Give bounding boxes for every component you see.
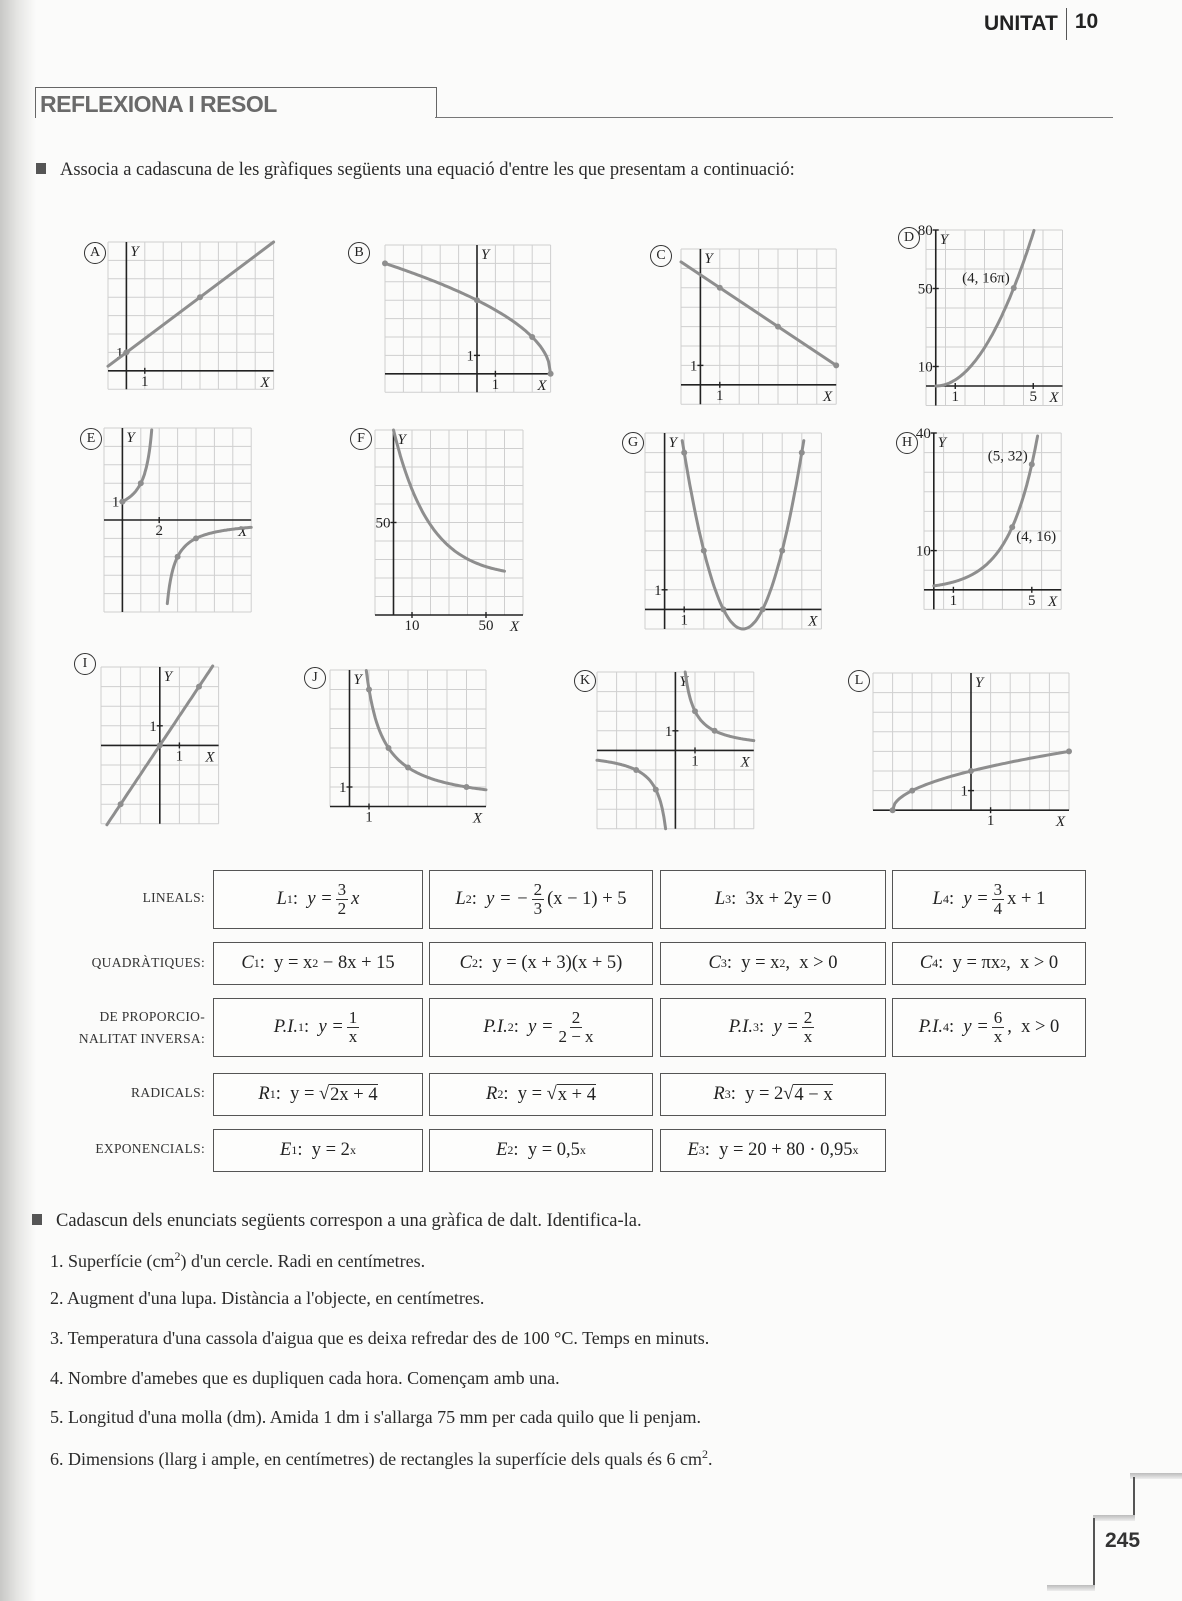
denominator: x — [348, 1027, 358, 1046]
eq-sub: 1 — [253, 956, 260, 970]
graph-H — [915, 426, 1061, 614]
y-tick-label: 80 — [917, 223, 933, 239]
eq-lhs: y = − — [486, 889, 529, 909]
marked-point — [909, 788, 915, 794]
marked-point — [123, 349, 129, 355]
marked-point — [760, 606, 766, 612]
denominator: 4 — [993, 899, 1003, 918]
eq-text: y = 0,5 — [527, 1140, 580, 1160]
x-axis-label: X — [1048, 593, 1058, 610]
denominator: x — [803, 1027, 813, 1046]
eq-sub: 3 — [725, 892, 732, 906]
numerator: 2 — [533, 880, 543, 900]
x-tick-label: 50 — [478, 618, 494, 634]
y-axis-label: Y — [353, 672, 362, 688]
marked-point — [1009, 524, 1015, 530]
x-tick-label: 1 — [691, 753, 699, 770]
eq-name: C — [459, 953, 472, 973]
unit-number: 10 — [1066, 8, 1098, 40]
marked-point — [1066, 748, 1072, 754]
row-label-quadratiques: QUADRÀTIQUES: — [91, 955, 205, 970]
item-text: 4. Nombre d'amebes que es dupliquen cada hora. Començam amb una. — [50, 1368, 560, 1388]
eq-text: y = (x + 3)(x + 5) — [492, 953, 623, 973]
radicand: 4 − x — [794, 1084, 833, 1105]
row-label-proporcionalitat — [55, 1006, 205, 1050]
eq-name: E — [280, 1140, 292, 1160]
y-tick-label: 1 — [689, 358, 698, 375]
eq-lhs: y = — [963, 889, 989, 909]
marked-point — [386, 745, 392, 751]
eq-name: L — [932, 889, 943, 909]
eq-rhs: (x − 1) + 5 — [547, 889, 627, 909]
y-tick-label: 10 — [915, 543, 931, 560]
graph-label-C: C — [650, 245, 672, 267]
bullet-icon — [32, 1214, 42, 1225]
eq-name: P.I. — [728, 1017, 754, 1037]
marked-point — [529, 334, 535, 340]
eq-sub: 1 — [286, 892, 293, 906]
graph-label-E: E — [80, 428, 102, 450]
x-axis-label: X — [1055, 814, 1065, 831]
equation-E1: E 1 : y = 2 x — [213, 1129, 423, 1172]
x-tick-label: 1 — [175, 748, 184, 765]
equation-C4: C 4 : y = πx 2 , x > 0 — [892, 942, 1086, 985]
eq-rhs: , x > 0 — [1007, 1017, 1060, 1037]
graph-E-svg — [104, 428, 251, 612]
y-axis-label: Y — [668, 435, 677, 451]
marked-point — [157, 742, 163, 748]
graph-G — [645, 433, 821, 634]
equation-C1: C 1 : y = x 2 − 8x + 15 — [213, 942, 423, 985]
graph-label-H: H — [896, 432, 918, 454]
x-axis-label: X — [1049, 390, 1059, 406]
eq-sub: 2 — [507, 1143, 514, 1157]
marked-point — [366, 687, 372, 693]
graph-B — [385, 245, 551, 397]
denominator: x — [993, 1027, 1003, 1046]
eq-exp: 2 — [779, 956, 786, 970]
denominator: 2 − x — [558, 1027, 594, 1046]
graph-F — [375, 430, 523, 635]
x-axis-label: X — [472, 810, 482, 827]
x-tick-label: 1 — [986, 813, 995, 830]
series-L — [893, 751, 1069, 810]
item-superscript: 2 — [701, 1447, 708, 1461]
eq-text: − 8x + 15 — [318, 953, 395, 973]
equation-L1: L 1 : y = $\frac{3}{2}$ x — [213, 870, 423, 929]
graph-I — [101, 667, 219, 829]
eq-name: P.I. — [918, 1017, 944, 1037]
marked-point — [193, 535, 199, 541]
y-tick-label: 1 — [111, 494, 120, 511]
y-axis-label: Y — [704, 251, 713, 267]
eq-sub: 3 — [724, 1087, 731, 1101]
graph-J — [330, 670, 486, 827]
page-corner-decoration — [1093, 1518, 1095, 1588]
equation-C2: C 2 : y = (x + 3)(x + 5) — [429, 942, 653, 985]
y-axis-label: Y — [163, 669, 173, 685]
equation-PI1: P.I. 1 : y = $\frac{1}{x}$ — [213, 998, 423, 1057]
point-annotation: (4, 16π) — [962, 270, 1010, 287]
eq-sub: 2 — [465, 892, 472, 906]
x-axis-label: X — [740, 754, 750, 771]
x-axis-label: X — [205, 749, 215, 766]
equation-E3: E 3 : y = 20 + 80 · 0,95 x — [660, 1129, 886, 1172]
x-axis-label: X — [260, 374, 270, 391]
marked-point — [196, 684, 202, 690]
eq-name: C — [919, 953, 933, 973]
eq-exp: x — [349, 1143, 356, 1157]
eq-sub: 2 — [507, 1020, 514, 1034]
eq-sub: 2 — [472, 956, 478, 970]
exercise1-text: Associa a cadascuna de les gràfiques següents una equació d'entre les que presentam a continuació: — [60, 160, 795, 180]
eq-sub: 3 — [753, 1020, 760, 1034]
eq-text: , x > 0 — [785, 953, 838, 973]
graph-D-svg — [917, 223, 1063, 406]
x-tick-label: 1 — [949, 592, 958, 609]
item-superscript: 2 — [174, 1249, 181, 1263]
eq-exp: x — [852, 1143, 859, 1157]
eq-name: R — [713, 1084, 725, 1104]
eq-name: C — [241, 953, 254, 973]
marked-point — [968, 768, 974, 774]
numerator: 3 — [337, 880, 347, 900]
item-text: 6. Dimensions (llarg i ample, en centímetres) de rectangles la superfície dels quals és 6 cm — [50, 1449, 702, 1469]
equation-PI2: P.I. 2 : y = $\frac{2}{2 - x}$ — [429, 998, 653, 1057]
numerator: 1 — [348, 1008, 358, 1028]
section-divider — [435, 117, 1113, 118]
eq-text: y = 2 — [311, 1140, 350, 1160]
fraction — [992, 1009, 1005, 1046]
row-label-proporcionalitat-line1: DE PROPORCIO- — [99, 1009, 205, 1024]
radicand: x + 4 — [557, 1084, 596, 1105]
item-text: ) d'un cercle. Radi en centímetres. — [180, 1251, 426, 1271]
y-axis-label: Y — [939, 232, 949, 248]
eq-name: R — [258, 1084, 270, 1104]
y-tick-label: 50 — [917, 281, 933, 298]
graph-label-G: G — [622, 432, 644, 454]
eq-name: L — [714, 889, 726, 909]
unit-word: UNITAT — [984, 12, 1058, 35]
marked-point — [175, 554, 181, 560]
x-tick-label: 10 — [404, 618, 420, 634]
eq-rhs: x — [351, 889, 360, 909]
exercise2-item — [50, 1249, 425, 1272]
graph-D — [917, 223, 1063, 411]
numerator: 6 — [993, 1008, 1003, 1028]
equation-L3: L 3 : 3x + 2y = 0 — [660, 870, 886, 929]
y-tick-label: 1 — [466, 348, 474, 365]
item-text: 5. Longitud d'una molla (dm). Amida 1 dm i s'allarga 75 mm per cada quilo que li penjam. — [50, 1407, 702, 1427]
exercise2-item — [50, 1447, 712, 1470]
y-tick-label: 1 — [654, 582, 662, 599]
exercise2-item — [50, 1288, 484, 1309]
marked-point — [717, 285, 723, 291]
exercise2-text: Cadascun dels enunciats següents correspon a una gràfica de dalt. Identifica-la. — [56, 1211, 642, 1231]
x-axis-label: X — [509, 619, 519, 635]
eq-name: R — [486, 1084, 498, 1104]
exercise2-item — [50, 1407, 701, 1428]
row-label-proporcionalitat-line2: NALITAT INVERSA: — [78, 1031, 205, 1046]
row-label-exponencials: EXPONENCIALS: — [95, 1141, 205, 1156]
radicand: 2x + 4 — [330, 1084, 378, 1105]
item-text: . — [707, 1449, 713, 1469]
graph-label-A: A — [84, 242, 106, 264]
equation-R3: R 3 : y = 2√ 4 − x — [660, 1073, 886, 1116]
marked-point — [119, 499, 125, 505]
marked-point — [405, 765, 411, 771]
x-tick-label: 2 — [155, 523, 163, 539]
marked-point — [548, 371, 554, 377]
eq-exp: 2 — [1000, 956, 1007, 970]
graph-K-svg — [597, 672, 754, 829]
denominator: 2 — [337, 899, 347, 918]
eq-lhs: y = √ — [517, 1084, 557, 1104]
y-axis-label: Y — [937, 435, 947, 451]
eq-sub: 2 — [497, 1087, 504, 1101]
eq-text: , x > 0 — [1006, 953, 1059, 973]
y-axis-label: Y — [679, 674, 688, 690]
eq-text: y = x — [741, 953, 780, 973]
equation-R1: R 1 : y = √ 2x + 4 — [213, 1073, 423, 1116]
eq-sub: 4 — [943, 1020, 950, 1034]
y-tick-label: 1 — [149, 718, 157, 735]
y-axis-label: Y — [397, 432, 406, 448]
series-J — [366, 671, 486, 790]
marked-point — [775, 324, 781, 330]
eq-lhs: y = — [318, 1017, 344, 1037]
y-axis-label: Y — [130, 244, 139, 260]
graph-A-svg — [108, 242, 274, 389]
graph-L — [873, 673, 1069, 831]
marked-point — [890, 807, 896, 813]
marked-point — [1011, 285, 1017, 291]
marked-point — [633, 767, 639, 773]
eq-lhs: y = — [963, 1017, 989, 1037]
graph-F-svg — [375, 430, 523, 635]
equation-R2: R 2 : y = √ x + 4 — [429, 1073, 653, 1116]
marked-point — [833, 362, 839, 368]
fraction — [992, 881, 1005, 918]
numerator: 3 — [993, 880, 1003, 900]
graph-G-svg — [645, 433, 821, 629]
eq-sub: 1 — [291, 1143, 298, 1157]
section-title: REFLEXIONA I RESOL — [40, 91, 277, 117]
graph-label-I: I — [74, 653, 96, 675]
eq-lhs: y = — [528, 1017, 554, 1037]
graph-C — [681, 249, 836, 409]
eq-name: C — [708, 953, 721, 973]
x-tick-label: 1 — [951, 389, 959, 405]
x-tick-label: 1 — [365, 809, 373, 826]
denominator: 3 — [533, 899, 543, 918]
x-tick-label: 1 — [141, 373, 149, 390]
eq-sub: 1 — [298, 1020, 305, 1034]
eq-exp: 2 — [312, 956, 319, 970]
x-tick-label: 5 — [1029, 389, 1037, 405]
exercise2-item — [50, 1368, 560, 1389]
x-tick-label: 1 — [680, 612, 688, 629]
page-corner-decoration — [1093, 1515, 1135, 1521]
fraction — [556, 1009, 595, 1046]
page-corner-decoration — [1133, 1477, 1135, 1517]
eq-rhs: x + 1 — [1007, 889, 1046, 909]
equation-C3: C 3 : y = x 2 , x > 0 — [660, 942, 886, 985]
eq-name: L — [276, 889, 287, 909]
row-label-radicals: RADICALS: — [131, 1085, 205, 1100]
fraction — [532, 881, 545, 918]
equation-E2: E 2 : y = 0,5 x — [429, 1129, 653, 1172]
numerator: 2 — [803, 1008, 813, 1028]
y-axis-label: Y — [126, 430, 135, 446]
graph-H-svg — [915, 426, 1061, 610]
exercise2-instruction — [32, 1211, 642, 1232]
page-corner-decoration — [1130, 1473, 1182, 1479]
graph-label-D: D — [898, 227, 920, 249]
graph-E — [104, 428, 251, 617]
marked-point — [118, 801, 124, 807]
marked-point — [712, 728, 718, 734]
y-tick-label: 50 — [375, 515, 391, 532]
y-tick-label: 1 — [115, 345, 124, 362]
marked-point — [681, 450, 687, 456]
graph-K — [597, 672, 754, 834]
exercise2-item — [50, 1328, 709, 1349]
marked-point — [138, 480, 144, 486]
numerator: 2 — [571, 1008, 581, 1028]
marked-point — [474, 297, 480, 303]
eq-text: y = 20 + 80 · 0,95 — [719, 1140, 853, 1160]
eq-lhs: y = — [307, 889, 333, 909]
unit-header — [984, 8, 1098, 40]
eq-sub: 3 — [698, 1143, 705, 1157]
equation-PI4: P.I. 4 : y = $\frac{6}{x}$ , x > 0 — [892, 998, 1086, 1057]
marked-point — [1029, 461, 1035, 467]
x-axis-label: X — [808, 613, 818, 630]
graph-label-K: K — [574, 670, 596, 692]
x-axis-label: X — [537, 377, 547, 394]
y-axis-label: Y — [975, 675, 984, 691]
graph-A — [108, 242, 274, 394]
y-tick-label: 1 — [664, 723, 673, 740]
eq-lhs: y = — [773, 1017, 799, 1037]
marked-point — [720, 606, 726, 612]
item-text: 2. Augment d'una lupa. Distància a l'objecte, en centímetres. — [50, 1288, 485, 1308]
fraction — [336, 881, 349, 918]
marked-point — [692, 708, 698, 714]
graph-label-B: B — [348, 242, 370, 264]
graph-label-J: J — [304, 667, 326, 689]
graph-B-svg — [385, 245, 551, 392]
equation-PI3: P.I. 3 : y = $\frac{2}{x}$ — [660, 998, 886, 1057]
eq-text: y = x — [274, 953, 313, 973]
marked-point — [382, 260, 388, 266]
x-tick-label: 5 — [1028, 592, 1036, 609]
y-tick-label: 40 — [915, 426, 931, 442]
marked-point — [464, 784, 470, 790]
y-tick-label: 10 — [917, 359, 933, 376]
marked-point — [197, 294, 203, 300]
y-axis-label: Y — [481, 247, 490, 263]
x-axis-label: X — [238, 524, 248, 540]
fraction — [347, 1009, 360, 1046]
graph-I-svg — [101, 667, 219, 824]
exercise1-instruction — [36, 160, 795, 181]
graph-label-L: L — [848, 670, 870, 692]
row-label-lineals: LINEALS: — [142, 890, 205, 905]
eq-sub: 4 — [932, 956, 939, 970]
page-number: 245 — [1105, 1529, 1141, 1552]
eq-sub: 3 — [720, 956, 727, 970]
equation-L2: L 2 : y = − $\frac{2}{3}$ (x − 1) + 5 — [429, 870, 653, 929]
graph-L-svg — [873, 673, 1069, 831]
graph-J-svg — [330, 670, 486, 827]
item-text: 1. Superfície (cm — [50, 1251, 175, 1271]
eq-lhs: y = √ — [290, 1084, 330, 1104]
equation-L4: L 4 : y = $\frac{3}{4}$ x + 1 — [892, 870, 1086, 929]
y-tick-label: 1 — [960, 783, 968, 800]
graph-label-F: F — [350, 428, 372, 450]
item-text: 3. Temperatura d'una cassola d'aigua que es deixa refredar des de 100 °C. Temps en minuts. — [50, 1328, 710, 1348]
eq-name: P.I. — [273, 1017, 299, 1037]
marked-point — [799, 450, 805, 456]
page-edge-shadow — [0, 0, 36, 1601]
x-tick-label: 1 — [716, 387, 724, 404]
point-annotation: (4, 16) — [1016, 529, 1057, 546]
page-corner-decoration — [1047, 1585, 1095, 1591]
y-tick-label: 1 — [339, 780, 347, 796]
eq-name: P.I. — [483, 1017, 508, 1037]
marked-point — [779, 548, 785, 554]
eq-name: E — [687, 1140, 699, 1160]
eq-text: 3x + 2y = 0 — [745, 889, 832, 909]
marked-point — [653, 787, 659, 793]
eq-name: L — [455, 889, 466, 909]
marked-point — [701, 548, 707, 554]
x-axis-label: X — [823, 388, 833, 405]
x-tick-label: 1 — [491, 376, 500, 393]
eq-text: y = πx — [952, 953, 1001, 973]
eq-name: E — [496, 1140, 508, 1160]
bullet-icon — [36, 163, 46, 174]
eq-exp: x — [579, 1143, 586, 1157]
eq-sub: 4 — [942, 892, 949, 906]
eq-sub: 1 — [269, 1087, 276, 1101]
fraction — [802, 1009, 815, 1046]
point-annotation: (5, 32) — [987, 448, 1028, 465]
graph-C-svg — [681, 249, 836, 404]
eq-lhs: y = 2√ — [745, 1084, 794, 1104]
